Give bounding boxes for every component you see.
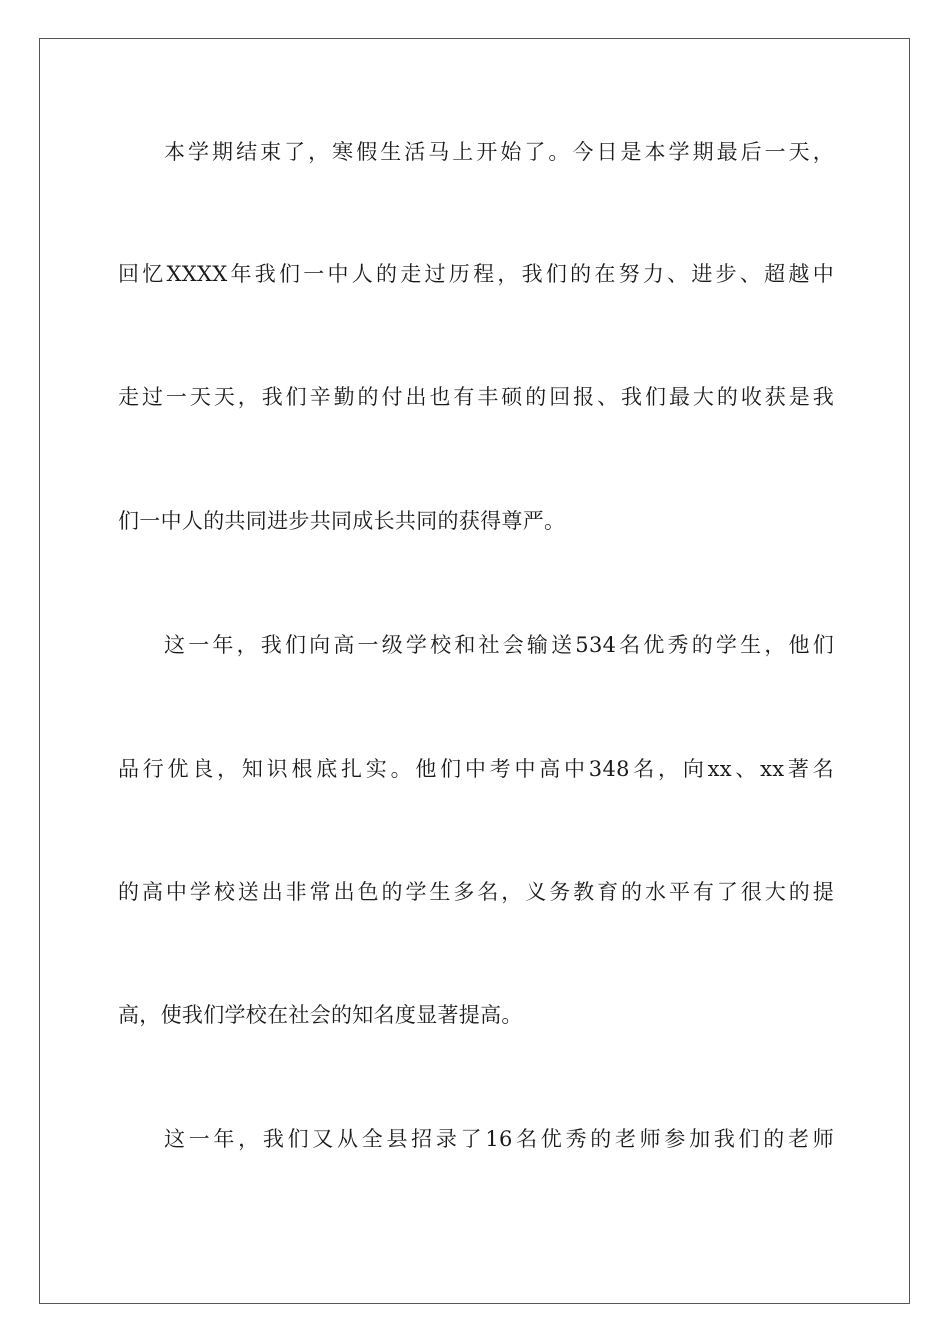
paragraph-2-line-1: 这一年，我们向高一级学校和社会输送534名优秀的学生，他们 xyxy=(164,633,834,657)
paragraph-2-line-4: 高，使我们学校在社会的知名度显著提高。 xyxy=(118,1003,523,1027)
paragraph-1-line-1: 本学期结束了，寒假生活马上开始了。今日是本学期最后一天， xyxy=(164,140,834,164)
paragraph-2-line-2: 品行优良，知识根底扎实。他们中考中高中348名，向xx、xx著名 xyxy=(118,757,834,781)
paragraph-3-line-1: 这一年，我们又从全县招录了16名优秀的老师参加我们的老师 xyxy=(164,1127,834,1151)
paragraph-1-line-3: 走过一天天，我们辛勤的付出也有丰硕的回报、我们最大的收获是我 xyxy=(118,385,834,409)
paragraph-1-line-2: 回忆XXXX年我们一中人的走过历程，我们的在努力、进步、超越中 xyxy=(118,262,834,286)
paragraph-1-line-4: 们一中人的共同进步共同成长共同的获得尊严。 xyxy=(118,509,566,533)
paragraph-2-line-3: 的高中学校送出非常出色的学生多名，义务教育的水平有了很大的提 xyxy=(118,880,834,904)
page-border xyxy=(39,38,910,1304)
